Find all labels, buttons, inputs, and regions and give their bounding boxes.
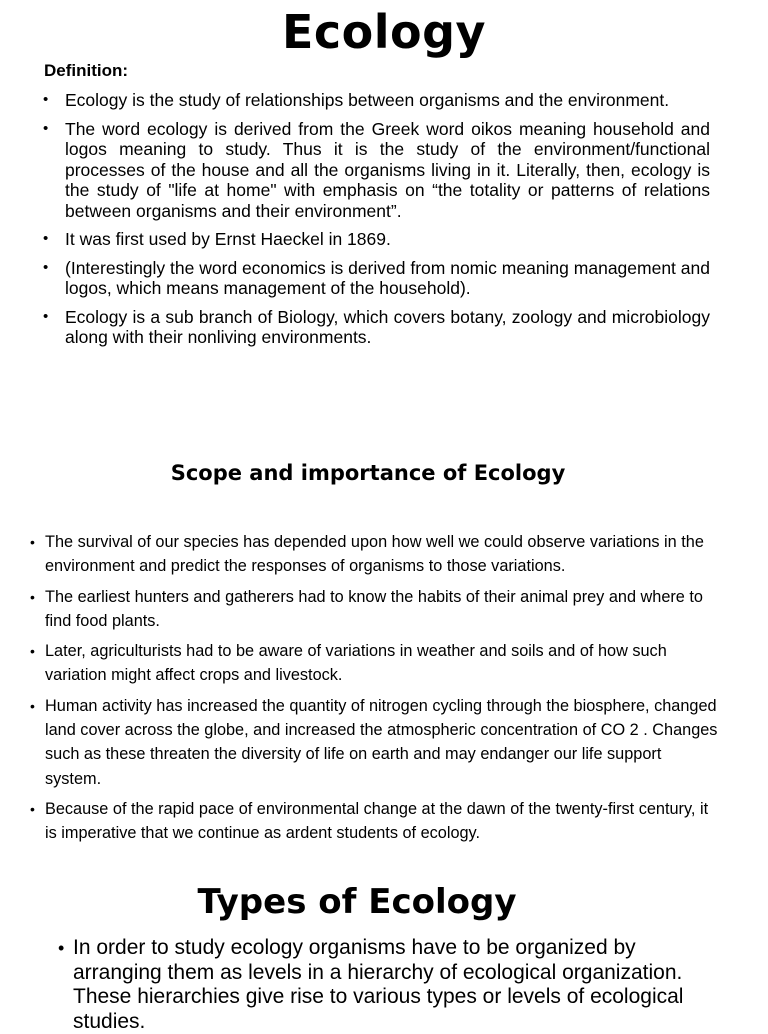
definition-list (43, 90, 710, 356)
list-item: • The word ecology is derived from the Greek word oikos meaning household and logos meaning to study. Thus it is the study of the environment/functional processes of the house and all the organisms living in it. Literally, then, ecology is the study of "life at home" with emphasis on “the totality or patterns of relations between organisms and their environment”. (43, 119, 710, 222)
definition-label: Definition: (44, 61, 129, 80)
list-item: • It was first used by Ernst Haeckel in 1869. (43, 229, 710, 250)
types-heading: Types of Ecology (197, 882, 517, 922)
list-item: • Later, agriculturists had to be aware of variations in weather and soils and of how such variation might affect crops and livestock. (30, 639, 720, 688)
list-item: • Because of the rapid pace of environmental change at the dawn of the twenty-first century, it is imperative that we continue as ardent students of ecology. (30, 797, 720, 846)
list-item: • (Interestingly the word economics is derived from nomic meaning management and logos, which means management of the household). (43, 258, 710, 299)
scope-list (30, 530, 720, 852)
list-item: • Ecology is the study of relationships between organisms and the environment. (43, 90, 710, 111)
types-list (58, 936, 698, 1034)
list-item: • The earliest hunters and gatherers had to know the habits of their animal prey and where to find food plants. (30, 585, 720, 634)
scope-heading: Scope and importance of Ecology (170, 461, 566, 485)
list-item: • Ecology is a sub branch of Biology, which covers botany, zoology and microbiology along with their nonliving environments. (43, 307, 710, 348)
list-item: • The survival of our species has depended upon how well we could observe variations in the environment and predict the responses of organisms to those variations. (30, 530, 720, 579)
list-item: • In order to study ecology organisms have to be organized by arranging them as levels in a hierarchy of ecological organization. These hierarchies give rise to various types or levels of ecological studies. (58, 936, 698, 1034)
page-title: Ecology (281, 5, 487, 59)
list-item: • Human activity has increased the quantity of nitrogen cycling through the biosphere, changed land cover across the globe, and increased the atmospheric concentration of CO 2 . Changes such as these threaten the diversity of life on earth and may endanger our life support system. (30, 694, 720, 791)
